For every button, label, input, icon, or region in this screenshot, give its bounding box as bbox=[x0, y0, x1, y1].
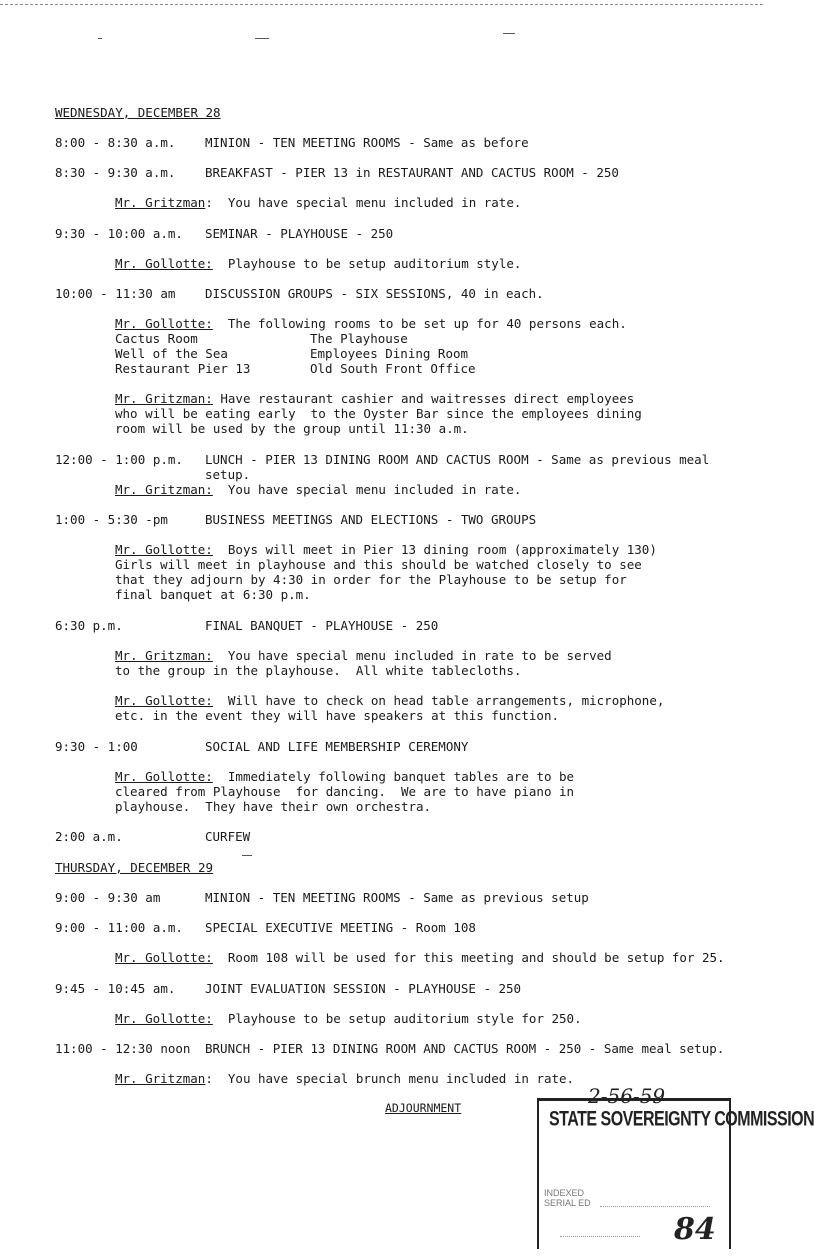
entry-text: setup. bbox=[205, 467, 251, 482]
note-line bbox=[115, 195, 521, 210]
note-name: Mr. Gollotte: bbox=[115, 256, 213, 271]
stamp-dotted-line bbox=[560, 1236, 640, 1237]
note-line bbox=[115, 316, 627, 331]
scan-speck bbox=[242, 855, 252, 856]
note-text: Have restaurant cashier and waitresses direct employees bbox=[212, 391, 635, 406]
entry-time: 9:30 - 10:00 a.m. bbox=[55, 226, 183, 241]
note-text: You have special menu included in rate. bbox=[212, 482, 522, 497]
entry-text: BUSINESS MEETINGS AND ELECTIONS - TWO GROUPS bbox=[205, 512, 537, 527]
entry-time: 8:00 - 8:30 a.m. bbox=[55, 135, 176, 150]
adjournment: ADJOURNMENT bbox=[385, 1101, 462, 1115]
scan-speck bbox=[503, 33, 515, 34]
note-name: Mr. Gritzman: bbox=[115, 482, 213, 497]
room-name: Employees Dining Room bbox=[310, 346, 469, 361]
note-line bbox=[115, 256, 521, 271]
note-line bbox=[115, 1011, 582, 1026]
room-name: The Playhouse bbox=[310, 331, 408, 346]
stamp-handwritten-number: 2-56-59 bbox=[588, 1084, 666, 1108]
day-heading: THURSDAY, DECEMBER 29 bbox=[55, 860, 214, 875]
entry-text: BREAKFAST - PIER 13 in RESTAURANT AND CACTUS ROOM - 250 bbox=[205, 165, 619, 180]
note-text: final banquet at 6:30 p.m. bbox=[115, 587, 311, 602]
entry-time: 10:00 - 11:30 am bbox=[55, 286, 176, 301]
note-name: Mr. Gollotte: bbox=[115, 769, 213, 784]
entry-time: 6:30 p.m. bbox=[55, 618, 123, 633]
note-line bbox=[115, 391, 634, 406]
note-name: Mr. Gritzman: bbox=[115, 391, 213, 406]
scan-speck bbox=[255, 38, 269, 39]
note-name: Mr. Gollotte: bbox=[115, 693, 213, 708]
note-text: etc. in the event they will have speakers at this function. bbox=[115, 708, 560, 723]
note-name: Mr. Gollotte: bbox=[115, 316, 213, 331]
note-text: to the group in the playhouse. All white tablecloths. bbox=[115, 663, 522, 678]
room-name: Cactus Room bbox=[115, 331, 198, 346]
note-text: Playhouse to be setup auditorium style. bbox=[212, 256, 522, 271]
scan-speck bbox=[98, 38, 102, 39]
entry-time: 11:00 - 12:30 noon bbox=[55, 1041, 191, 1056]
note-text: You have special menu included in rate to be served bbox=[212, 648, 612, 663]
entry-time: 2:00 a.m. bbox=[55, 829, 123, 844]
entry-text: FINAL BANQUET - PLAYHOUSE - 250 bbox=[205, 618, 439, 633]
entry-text: MINION - TEN MEETING ROOMS - Same as before bbox=[205, 135, 529, 150]
note-text: Room 108 will be used for this meeting and should be setup for 25. bbox=[212, 950, 725, 965]
room-name: Well of the Sea bbox=[115, 346, 228, 361]
note-line bbox=[115, 693, 664, 708]
entry-text: SEMINAR - PLAYHOUSE - 250 bbox=[205, 226, 394, 241]
room-name: Restaurant Pier 13 bbox=[115, 361, 251, 376]
note-name: Mr. Gollotte: bbox=[115, 542, 213, 557]
stamp-serial: SERIAL ED bbox=[544, 1198, 591, 1208]
note-text: The following rooms to be set up for 40 persons each. bbox=[212, 316, 627, 331]
stamp-title: STATE SOVEREIGNTY COMMISSION bbox=[549, 1108, 814, 1131]
note-text: who will be eating early to the Oyster Bar since the employees dining bbox=[115, 406, 642, 421]
note-line bbox=[115, 1071, 574, 1086]
entry-time: 9:45 - 10:45 am. bbox=[55, 981, 176, 996]
entry-text: JOINT EVALUATION SESSION - PLAYHOUSE - 250 bbox=[205, 981, 522, 996]
entry-text: SOCIAL AND LIFE MEMBERSHIP CEREMONY bbox=[205, 739, 469, 754]
note-name: Mr. Gritzman bbox=[115, 1071, 206, 1086]
entry-time: 8:30 - 9:30 a.m. bbox=[55, 165, 176, 180]
note-text: that they adjourn by 4:30 in order for the Playhouse to be setup for bbox=[115, 572, 627, 587]
note-text: playhouse. They have their own orchestra. bbox=[115, 799, 432, 814]
entry-text: SPECIAL EXECUTIVE MEETING - Room 108 bbox=[205, 920, 476, 935]
note-name: Mr. Gollotte: bbox=[115, 1011, 213, 1026]
day-heading: WEDNESDAY, DECEMBER 28 bbox=[55, 105, 221, 120]
note-name: Mr. Gritzman bbox=[115, 195, 206, 210]
note-line bbox=[115, 482, 521, 497]
note-text: Immediately following banquet tables are to be bbox=[212, 769, 575, 784]
note-text: : You have special menu included in rate. bbox=[205, 195, 522, 210]
entry-text: LUNCH - PIER 13 DINING ROOM AND CACTUS ROOM - Same as previous meal bbox=[205, 452, 710, 467]
entry-text: MINION - TEN MEETING ROOMS - Same as previous setup bbox=[205, 890, 589, 905]
stamp-handwritten-serial: 84 bbox=[674, 1212, 716, 1247]
note-text: Playhouse to be setup auditorium style for 250. bbox=[212, 1011, 582, 1026]
entry-text: BRUNCH - PIER 13 DINING ROOM AND CACTUS ROOM - 250 - Same meal setup. bbox=[205, 1041, 725, 1056]
entry-time: 1:00 - 5:30 -pm bbox=[55, 512, 168, 527]
entry-text: DISCUSSION GROUPS - SIX SESSIONS, 40 in each. bbox=[205, 286, 544, 301]
entry-time: 9:00 - 9:30 am bbox=[55, 890, 161, 905]
scan-top-edge bbox=[0, 4, 763, 5]
note-text: room will be used by the group until 11:30 a.m. bbox=[115, 421, 469, 436]
stamp-indexed: INDEXED bbox=[544, 1188, 585, 1198]
entry-time: 9:30 - 1:00 bbox=[55, 739, 138, 754]
room-name: Old South Front Office bbox=[310, 361, 476, 376]
note-text: : You have special brunch menu included in rate. bbox=[205, 1071, 575, 1086]
note-line bbox=[115, 648, 612, 663]
note-text: Will have to check on head table arrangements, microphone, bbox=[212, 693, 665, 708]
note-text: Boys will meet in Pier 13 dining room (approximately 130) bbox=[212, 542, 657, 557]
note-text: Girls will meet in playhouse and this should be watched closely to see bbox=[115, 557, 642, 572]
stamp-dotted-line bbox=[600, 1206, 710, 1207]
note-name: Mr. Gollotte: bbox=[115, 950, 213, 965]
note-line bbox=[115, 769, 574, 784]
entry-time: 12:00 - 1:00 p.m. bbox=[55, 452, 183, 467]
note-text: cleared from Playhouse for dancing. We are to have piano in bbox=[115, 784, 575, 799]
entry-time: 9:00 - 11:00 a.m. bbox=[55, 920, 183, 935]
note-line bbox=[115, 950, 725, 965]
entry-text: CURFEW bbox=[205, 829, 251, 844]
note-name: Mr. Gritzman: bbox=[115, 648, 213, 663]
note-line bbox=[115, 542, 657, 557]
